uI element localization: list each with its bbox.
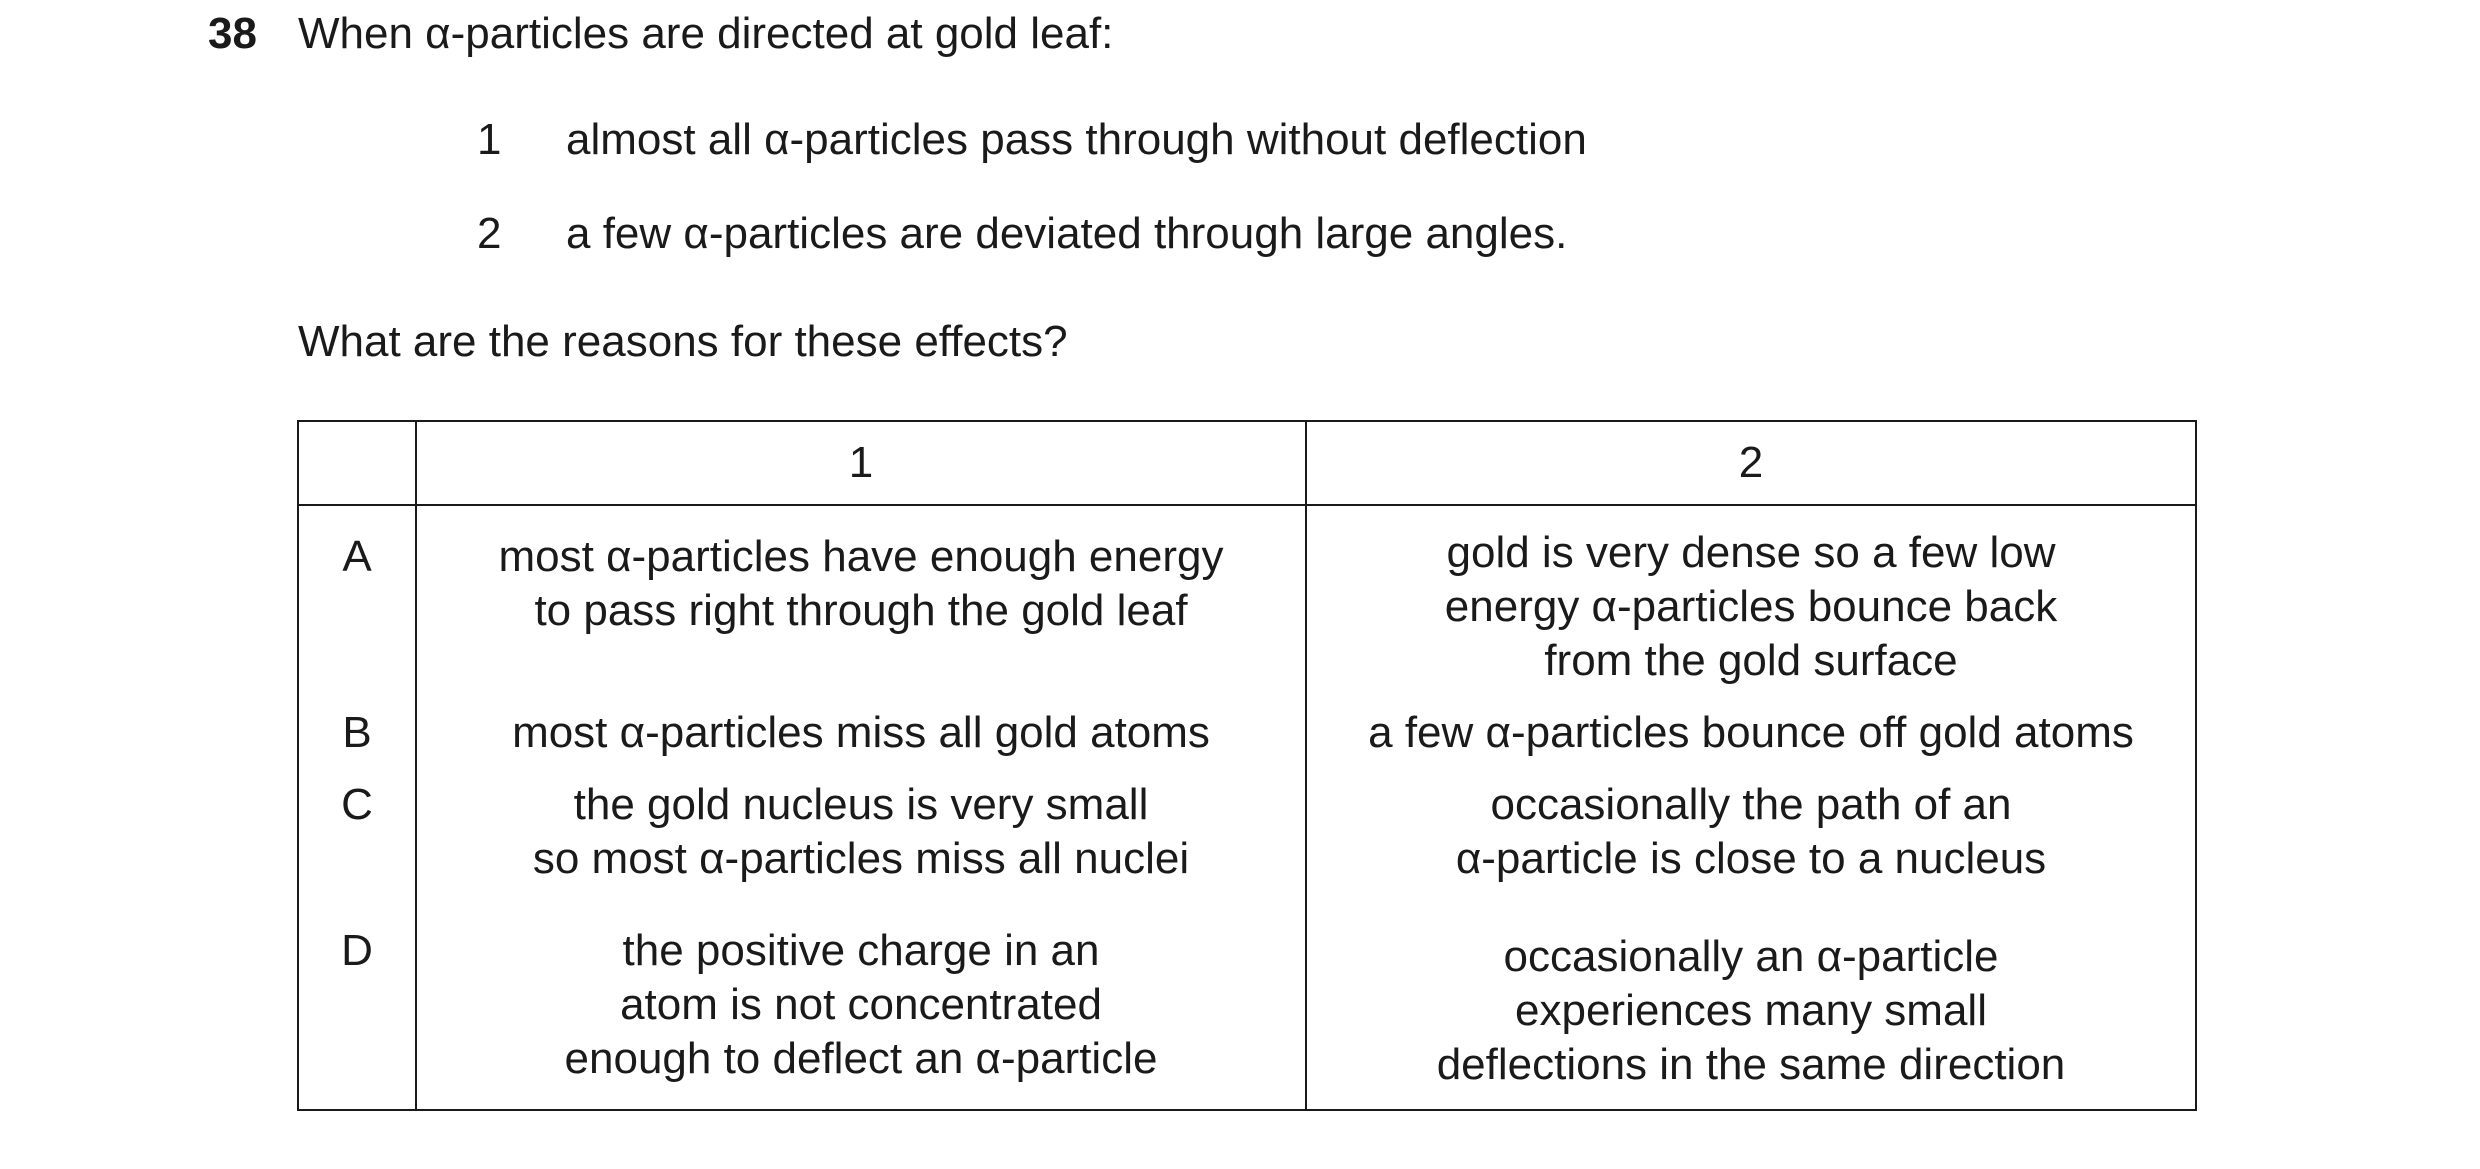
option-c-reason-1-line: so most α-particles miss all nuclei: [532, 834, 1190, 883]
option-c-reason-2-line: α-particle is close to a nucleus: [1455, 834, 2047, 883]
option-d-reason-2-line: occasionally an α-particle: [1503, 932, 1999, 981]
statement-1: [0, 112, 2480, 168]
header-column-2: 2: [1306, 421, 2196, 505]
option-key-d: D: [298, 912, 416, 1110]
header-key: [298, 421, 416, 505]
option-d-reason-2-line: experiences many small: [1515, 986, 1987, 1035]
answer-table: [297, 420, 2197, 1111]
option-a-reason-1: [416, 505, 1306, 688]
option-d-reason-1-line: the positive charge in an: [622, 926, 1100, 975]
option-row-c: [298, 772, 2196, 912]
option-a-reason-2-line: energy α-particles bounce back: [1444, 582, 2058, 631]
statement-2: [0, 206, 2480, 262]
statement-1-number: 1: [477, 115, 502, 164]
option-c-reason-2-line: occasionally the path of an: [1490, 780, 2012, 829]
option-a-reason-2-line: from the gold surface: [1544, 636, 1958, 685]
option-b-reason-1: [416, 688, 1306, 772]
option-a-reason-2: [1306, 505, 2196, 688]
option-d-reason-2: [1306, 912, 2196, 1110]
option-d-reason-1-line: enough to deflect an α-particle: [564, 1034, 1158, 1083]
option-b-reason-2-line: a few α-particles bounce off gold atoms: [1368, 708, 2134, 757]
option-b-reason-2: [1306, 688, 2196, 772]
option-a-reason-1-line: most α-particles have enough energy: [498, 532, 1224, 581]
question-prompt: What are the reasons for these effects?: [298, 317, 1068, 366]
option-c-reason-1: [416, 772, 1306, 912]
option-c-reason-2: [1306, 772, 2196, 912]
option-c-reason-1-line: the gold nucleus is very small: [573, 780, 1149, 829]
option-row-b: [298, 688, 2196, 772]
option-d-reason-1: [416, 912, 1306, 1110]
question-stem: When α-particles are directed at gold leaf:: [298, 9, 1114, 58]
option-a-reason-2-line: gold is very dense so a few low: [1446, 528, 2056, 577]
option-d-reason-1-line: atom is not concentrated: [620, 980, 1102, 1029]
option-key-c: C: [298, 772, 416, 912]
statement-2-number: 2: [477, 209, 502, 258]
statement-2-text: a few α-particles are deviated through large angles.: [566, 209, 1568, 258]
question-number: 38: [208, 9, 257, 58]
option-key-b: B: [298, 688, 416, 772]
option-a-reason-1-line: to pass right through the gold leaf: [534, 586, 1188, 635]
option-row-d: [298, 912, 2196, 1110]
table-header-row: [298, 421, 2196, 505]
option-key-a: A: [298, 505, 416, 688]
header-column-1: 1: [416, 421, 1306, 505]
option-row-a: [298, 505, 2196, 688]
option-d-reason-2-line: deflections in the same direction: [1436, 1040, 2066, 1089]
statement-1-text: almost all α-particles pass through without deflection: [566, 115, 1587, 164]
option-b-reason-1-line: most α-particles miss all gold atoms: [512, 708, 1210, 757]
